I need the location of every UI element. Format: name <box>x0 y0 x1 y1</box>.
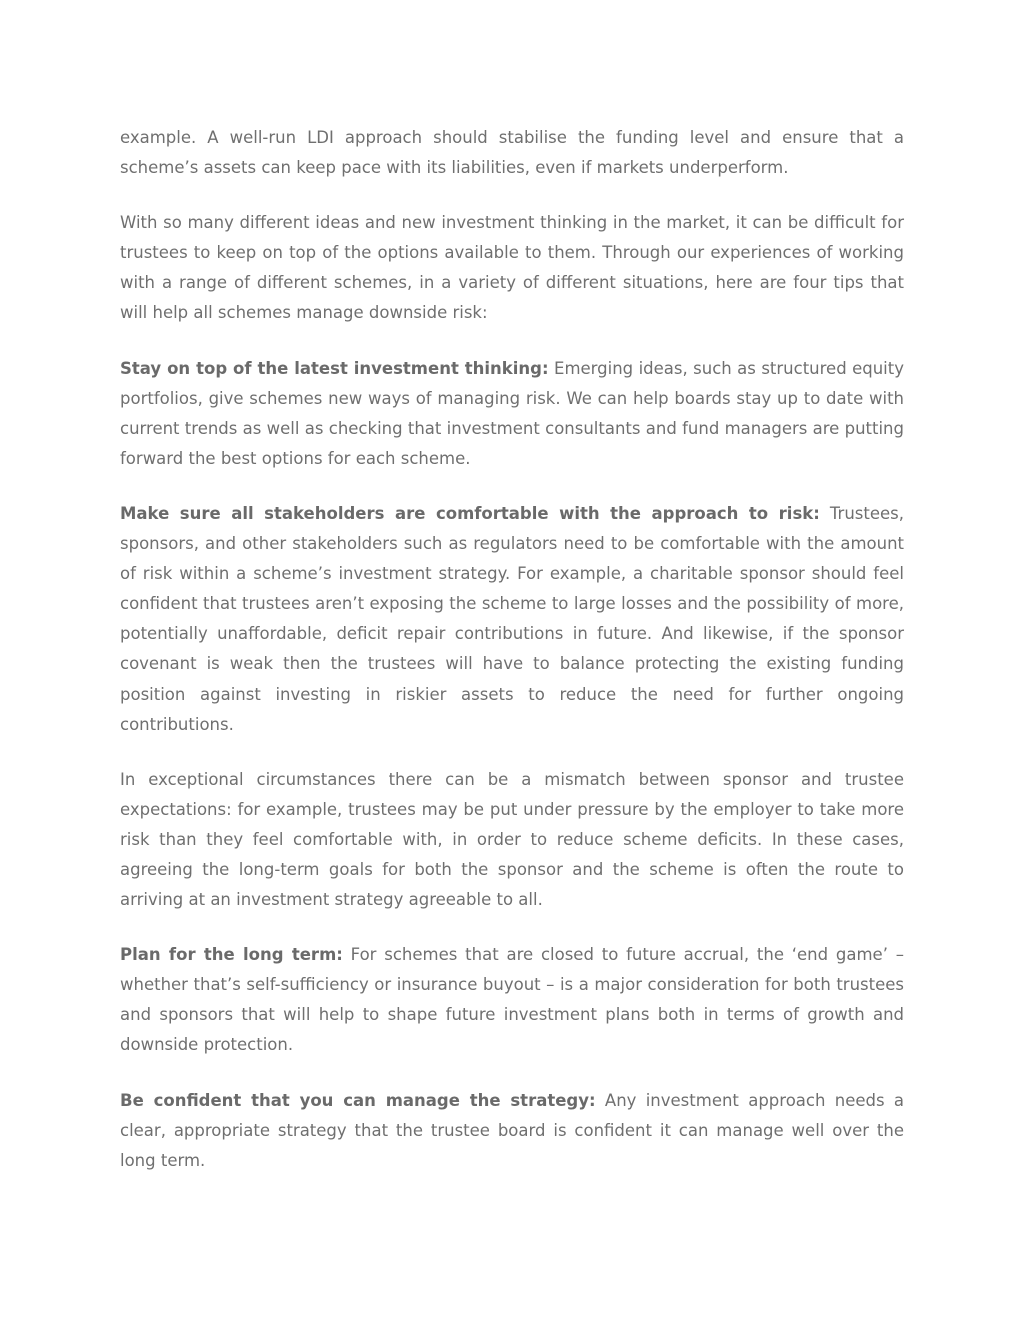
tip-heading: Plan for the long term: <box>120 945 343 965</box>
document-page <box>120 123 904 1201</box>
paragraph-text: With so many different ideas and new investment thinking in the market, it can be difficult for trustees to keep on top of the options available to them. Through our experiences of working with a range of different schemes, in a variety of different situations, here are four tips that will help all schemes manage downside risk: <box>120 213 904 323</box>
tip-heading: Be confident that you can manage the strategy: <box>120 1090 596 1110</box>
paragraph-investment-ideas <box>120 208 904 328</box>
tip-heading: Make sure all stakeholders are comfortable with the approach to risk: <box>120 503 820 523</box>
tip-investment-thinking <box>120 354 904 474</box>
tip-stakeholders-risk <box>120 499 904 740</box>
tip-long-term <box>120 940 904 1060</box>
tip-text: Any investment approach needs a clear, appropriate strategy that the trustee board is confident it can manage well over the long term. <box>120 1090 904 1170</box>
tip-manage-strategy <box>120 1086 904 1176</box>
paragraph-exceptional-circumstances <box>120 765 904 915</box>
tip-text: Emerging ideas, such as structured equity portfolios, give schemes new ways of managing risk. We can help boards stay up to date with current trends as well as checking that investment consultants and fund managers are putting forward the best options for each scheme. <box>120 358 905 468</box>
paragraph-text: example. A well-run LDI approach should stabilise the funding level and ensure that a scheme’s assets can keep pace with its liabilities, even if markets underperform. <box>120 128 904 178</box>
paragraph-ldi-approach <box>120 123 904 183</box>
tip-text: For schemes that are closed to future accrual, the ‘end game’ – whether that’s self-sufficiency or insurance buyout – is a major consideration for both trustees and sponsors that will help to shape future investment plans both in terms of growth and downside protection. <box>120 945 905 1055</box>
tip-heading: Stay on top of the latest investment thinking: <box>120 358 549 378</box>
tip-text: Trustees, sponsors, and other stakeholders such as regulators need to be comfortable with the amount of risk within a scheme’s investment strategy. For example, a charitable sponsor should feel confident that trustees aren’t exposing the scheme to large losses and the possibility of more, potentially unaffordable, deficit repair contributions in future. And likewise, if the sponsor covenant is weak then the trustees will have to balance protecting the existing funding position against investing in riskier assets to reduce the need for further ongoing contributions. <box>120 503 904 734</box>
paragraph-text: In exceptional circumstances there can be a mismatch between sponsor and trustee expectations: for example, trustees may be put under pressure by the employer to take more risk than they feel comfortable with, in order to reduce scheme deficits. In these cases, agreeing the long-term goals for both the sponsor and the scheme is often the route to arriving at an investment strategy agreeable to all. <box>120 769 904 910</box>
